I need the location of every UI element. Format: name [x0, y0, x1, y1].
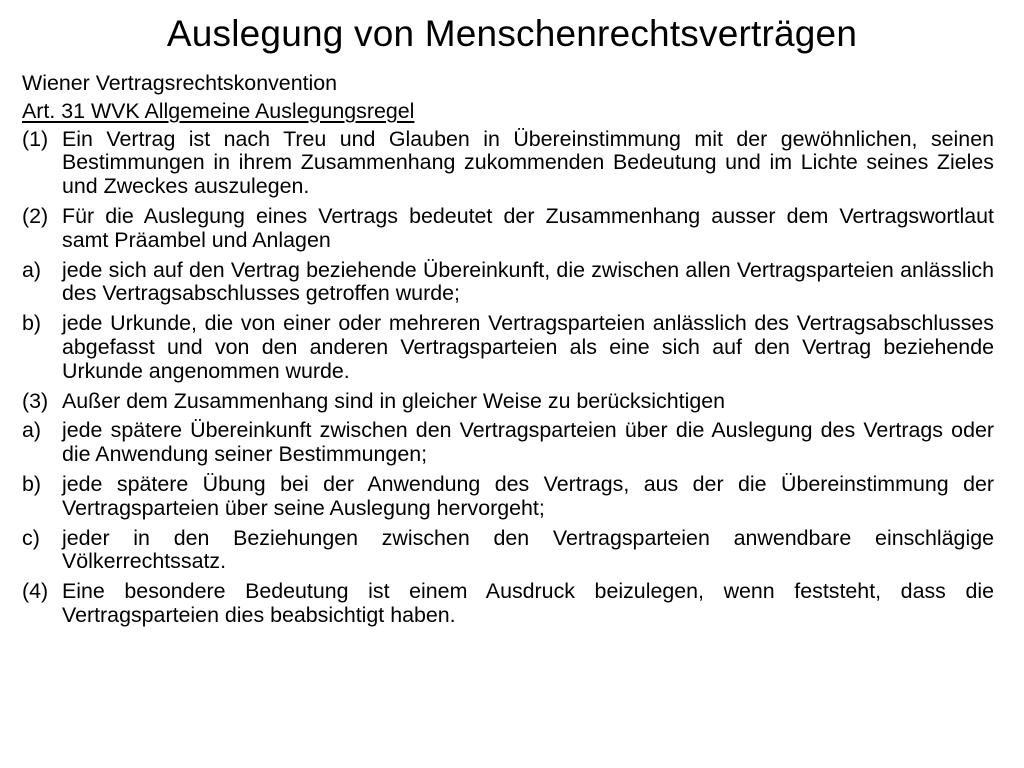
paragraph-text: jede spätere Übung bei der Anwendung des Vertrags, aus der die Übereinstimmung der Vertragsparteien über seine Auslegung hervorgeht; [62, 471, 994, 520]
paragraph-text: jede sich auf den Vertrag beziehende Übereinkunft, die zwischen allen Vertragsparteien anlässlich des Vertragsabschlusses getroffen wurde; [62, 257, 994, 306]
paragraph-text: jede spätere Übereinkunft zwischen den Vertragsparteien über die Auslegung des Vertrags oder die Anwendung seiner Bestimmungen; [62, 418, 994, 467]
paragraph-text: Außer dem Zusammenhang sind in gleicher Weise zu berücksichtigen [62, 388, 726, 413]
paragraph-1 [22, 128, 994, 199]
paragraph-text: Für die Auslegung eines Vertrags bedeutet der Zusammenhang ausser dem Vertragswortlaut samt Präambel und Anlagen [62, 203, 994, 252]
slide-title: Auslegung von Menschenrechtsverträgen [166, 13, 858, 54]
paragraph-marker: a) [22, 418, 42, 443]
paragraph-marker: (1) [22, 126, 49, 151]
paragraph-text: Ein Vertrag ist nach Treu und Glauben in Übereinstimmung mit der gewöhnlichen, seinen Bestimmungen in ihrem Zusammenhang zukommenden Bedeutung und im Lichte seines Zieles und Zweckes auszulegen. [62, 126, 994, 199]
paragraph-marker: (3) [22, 388, 49, 413]
paragraph-marker: b) [22, 471, 42, 496]
paragraph-2a [22, 259, 994, 307]
paragraph-marker: b) [22, 311, 42, 336]
paragraph-3b [22, 473, 994, 521]
slide-content [22, 72, 994, 634]
article-heading: Art. 31 WVK Allgemeine Auslegungsregel [22, 98, 415, 123]
paragraph-marker: (2) [22, 203, 49, 228]
paragraph-4 [22, 580, 994, 628]
paragraph-2b [22, 312, 994, 383]
paragraph-marker: (4) [22, 579, 49, 604]
paragraph-marker: c) [22, 525, 40, 550]
paragraph-text: Eine besondere Bedeutung ist einem Ausdruck beizulegen, wenn feststeht, dass die Vertragsparteien dies beabsichtigt haben. [62, 579, 994, 627]
paragraph-3a [22, 419, 994, 467]
paragraph-2 [22, 205, 994, 253]
subtitle: Wiener Vertragsrechtskonvention [22, 71, 338, 95]
paragraph-3c [22, 527, 994, 575]
paragraph-text: jede Urkunde, die von einer oder mehreren Vertragsparteien anlässlich des Vertragsabschlusses abgefasst und von den anderen Vertragsparteien als eine sich auf den Vertrag beziehende Urkunde angenommen wurde. [62, 311, 994, 383]
paragraph-3 [22, 390, 994, 414]
paragraph-marker: a) [22, 257, 42, 282]
paragraph-text: jeder in den Beziehungen zwischen den Vertragsparteien anwendbare einschlägige Völkerrechtssatz. [62, 525, 994, 574]
